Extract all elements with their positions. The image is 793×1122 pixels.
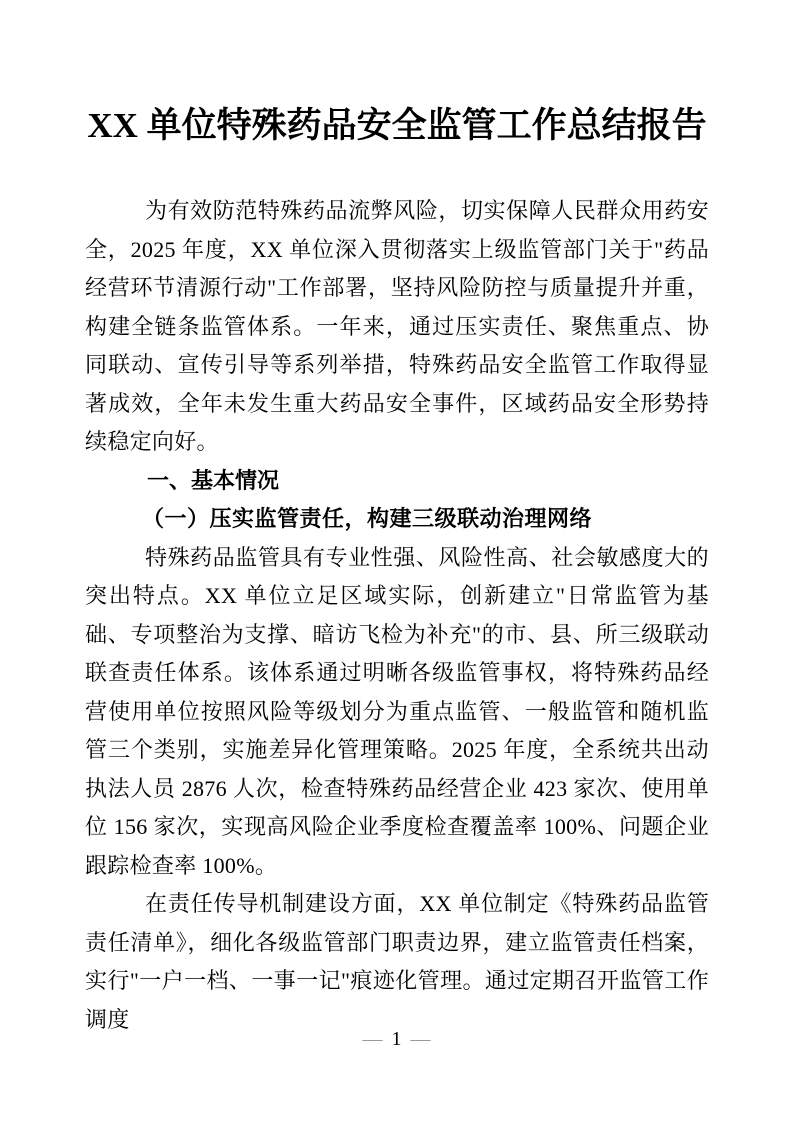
- paragraph-intro: 为有效防范特殊药品流弊风险，切实保障人民群众用药安全，2025 年度，XX 单位深入贯彻落实上级监管部门关于"药品经营环节清源行动"工作部署，坚持风险防控与质量提升并重，构建全链条监管体系。一年来，通过压实责任、聚焦重点、协同联动、宣传引导等系列举措，特殊药品安全监管工作取得显著成效，全年未发生重大药品安全事件，区域药品安全形势持续稳定向好。: [85, 198, 709, 454]
- paragraph-supervision-system: 特殊药品监管具有专业性强、风险性高、社会敏感度大的突出特点。XX 单位立足区域实际，创新建立"日常监管为基础、专项整治为支撑、暗访飞检为补充"的市、县、所三级联动联查责任体系。该体系通过明晰各级监管事权，将特殊药品经营使用单位按照风险等级划分为重点监管、一般监管和随机监管三个类别，实施差异化管理策略。2025 年度，全系统共出动执法人员 2876 人次，检查特殊药品经营企业 423 家次、使用单位 156 家次，实现高风险企业季度检查覆盖率 100%、问题企业跟踪检查率 100%。: [85, 544, 709, 878]
- section-heading-basic-situation: 一、基本情况: [147, 467, 280, 493]
- footer-dash-right: —: [410, 1028, 431, 1050]
- page-number: 1: [391, 1028, 402, 1050]
- subsection-heading-responsibility-network: （一）压实监管责任，构建三级联动治理网络: [142, 506, 593, 531]
- page-footer: [0, 1028, 793, 1050]
- document-title: XX 单位特殊药品安全监管工作总结报告: [87, 106, 707, 145]
- paragraph-responsibility-mechanism: 在责任传导机制建设方面，XX 单位制定《特殊药品监管责任清单》，细化各级监管部门职责边界，建立监管责任档案，实行"一户一档、一事一记"痕迹化管理。通过定期召开监管工作调度: [85, 891, 709, 1032]
- footer-dash-left: —: [362, 1028, 383, 1050]
- document-content: [85, 0, 709, 1039]
